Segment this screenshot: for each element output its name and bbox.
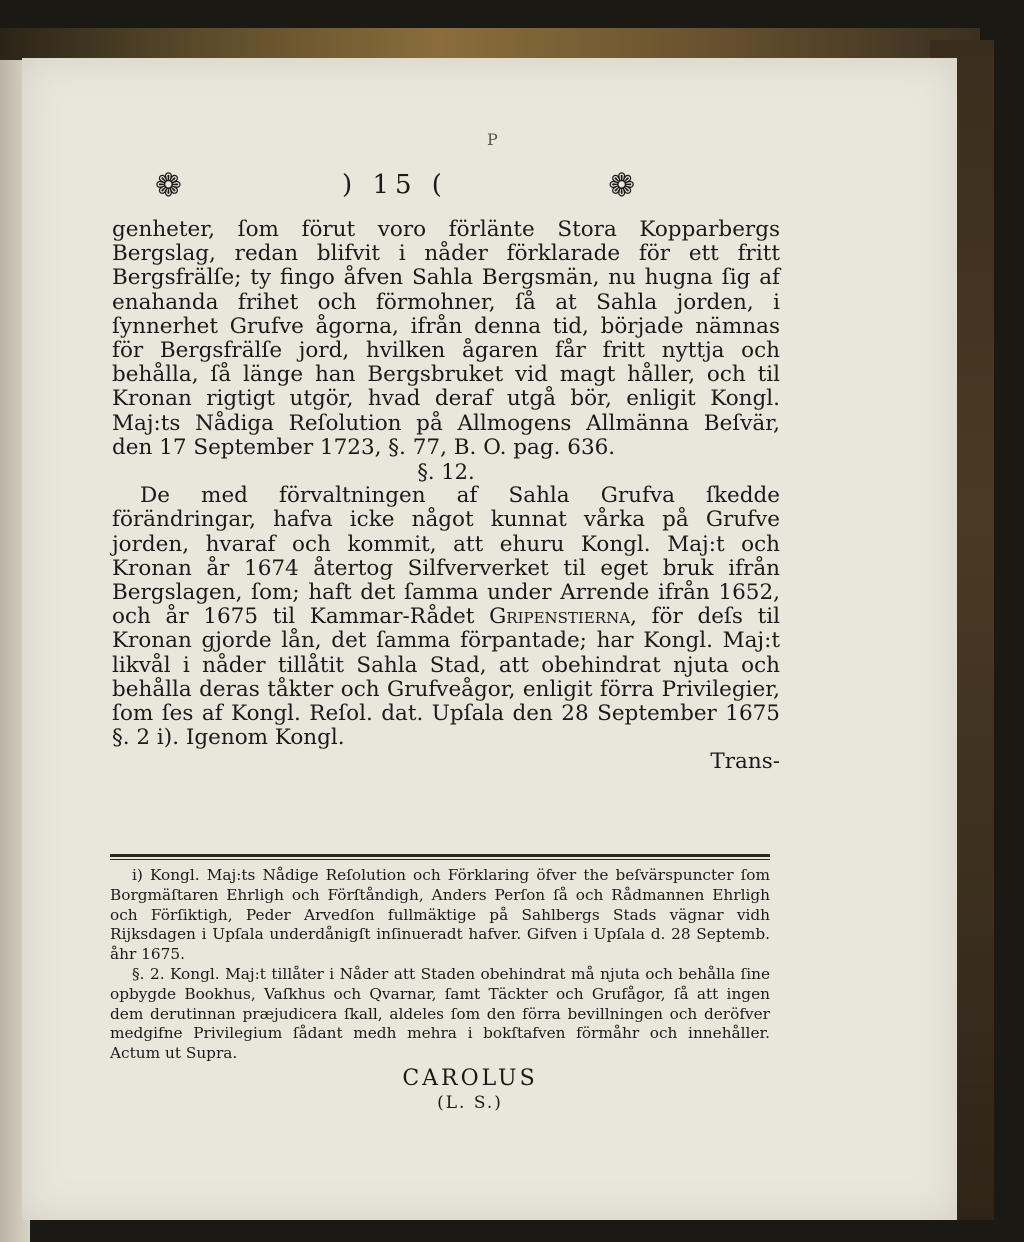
footnote-paragraph-2: §. 2. Kongl. Maj:t tillåter i Nåder att Staden obehindrat må njuta och behålla ſine opbygde Bookhus, Vaſkhus och Qvarnar, ſamt Täckter och Grufågor, ſå att ingen dem derutinnan præjudicera ſkall, aldeles ſom den förra bevillningen och deröfver medgifne Privilegium ſådant medh mehra i bokſtafven förmåhr och innehåller. Actum ut Supra. (110, 964, 770, 1063)
paragraph-text-b: , för deſs til Kronan gjorde lån, det ſamma förpantade; har Kongl. Maj:t likvål i nåder tillåtit Sahla Stad, att obehindrat njuta och behålla deras tåkter och Grufveågor, enligit förra Privilegier, ſom ſes af Kongl. Reſol. dat. Upſala den 28 September 1675 §. 2 i). Igenom Kongl. (112, 604, 780, 751)
footnote-rule (110, 854, 770, 857)
main-text (112, 218, 780, 775)
seal-mark: (L. S.) (437, 1092, 503, 1113)
footnote (110, 866, 770, 1114)
footnote-paragraph: i) Kongl. Maj:ts Nådige Reſolution och Förklaring öfver the beſvärspuncter ſom Borgmäſtaren Ehrligh och Förſtåndigh, Anders Perſon ſå och Rådmannen Ehrligh och Förſiktigh, Peder Arvedſon fullmäktige på Sahlbergs Stads vägnar vidh Rijksdagen i Upſala underdånigſt inſinueradt hafver. Gifven i Upſala d. 28 Septemb. åhr 1675. (110, 866, 770, 964)
fleuron-right-icon: ❁ (608, 166, 635, 204)
fleuron-left-icon: ❁ (155, 166, 182, 204)
paragraph-text-a: De med förvaltningen af Sahla Grufva ſkedde förändringar, hafva icke något kunnat vårka på Grufve jorden, hvaraf och kommit, att ehuru Kongl. Maj:t och Kronan år 1674 återtog Silfververket til eget bruk ifrån Bergslagen, ſom; haft det ſamma under Arrende ifrån 1652, och år 1675 til Kammar-Rådet (112, 483, 780, 630)
section-heading: §. 12. (417, 460, 475, 485)
running-head (155, 165, 635, 205)
paragraph-section-12 (112, 484, 780, 750)
page-number: ) 15 ( (342, 170, 448, 200)
person-name: Gripenstierna (489, 604, 631, 630)
catchword: Trans- (710, 749, 780, 775)
signature: CAROLUS (402, 1065, 538, 1091)
paragraph-continuation: genheter, ſom förut voro förlänte Stora Kopparbergs Bergslag, redan blifvit i nåder förklarade för ett fritt Bergsfrälſe; ty fingo åfven Sahla Bergsmän, nu hugna ſig af enahanda frihet och förmohner, ſå at Sahla jorden, i ſynnerhet Grufve ågorna, ifrån denna tid, började nämnas för Bergsfrälſe jord, hvilken ågaren får fritt nyttja och behålla, ſå länge han Bergsbruket vid magt håller, och til Kronan rigtigt utgör, hvad deraf utgå bör, enligit Kongl. Maj:ts Nådiga Reſolution på Allmogens Allmänna Beſvär, den 17 September 1723, §. 77, B. O. pag. 636. (112, 217, 780, 460)
footnote-rule-thin (110, 859, 770, 860)
page-top-mark: P (487, 130, 498, 149)
